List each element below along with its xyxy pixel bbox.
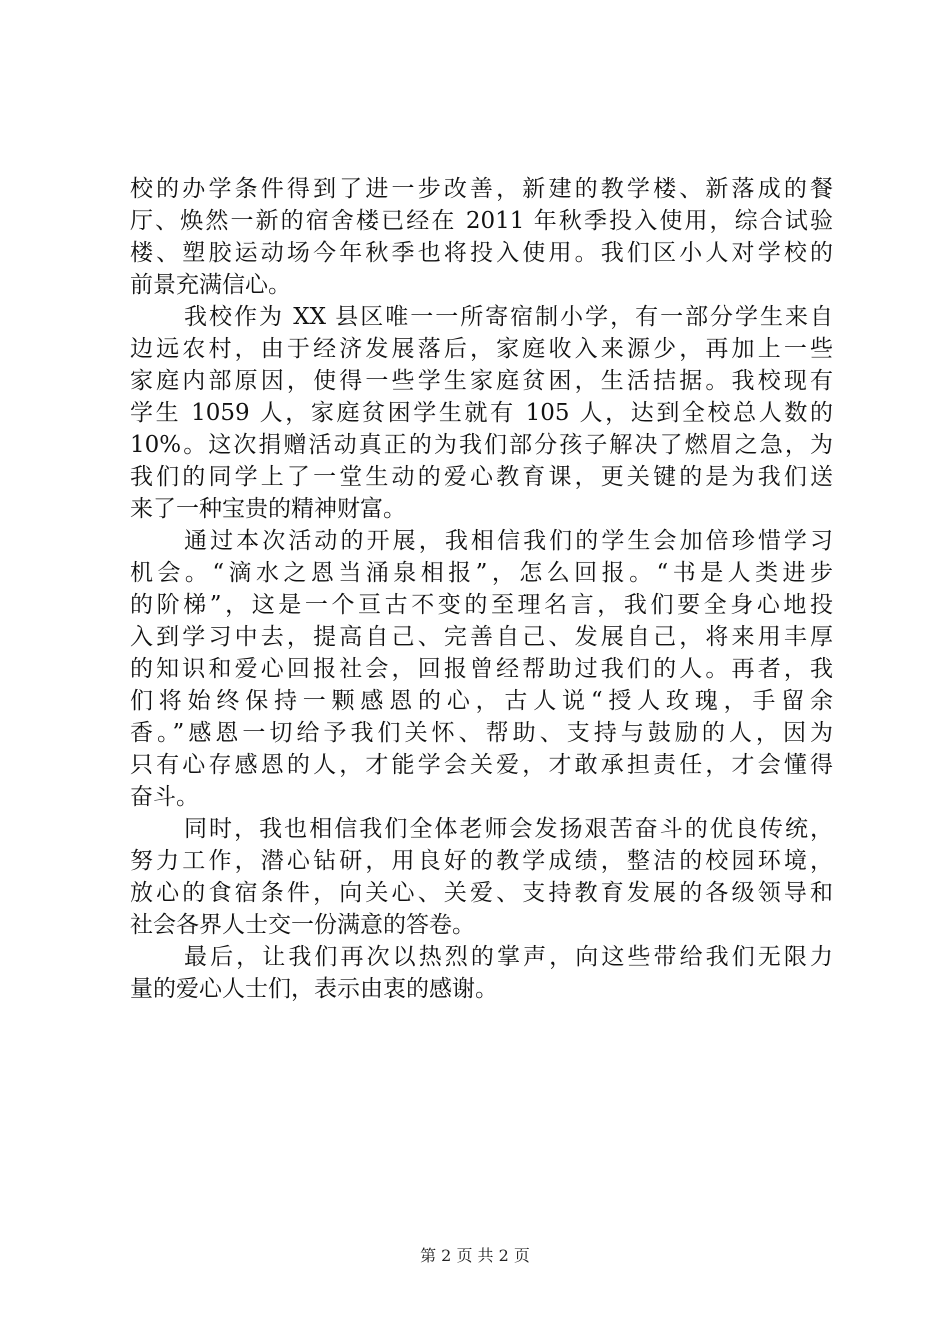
text-line: 香。”感恩一切给予我们关怀、帮助、支持与鼓励的人，因为 xyxy=(130,720,833,746)
text-line: 奋斗。 xyxy=(130,784,199,810)
page-footer: 第 2 页 共 2 页 xyxy=(420,1246,530,1265)
text-line: 10%。这次捐赠活动真正的为我们部分孩子解决了燃眉之急，为 xyxy=(130,432,833,458)
text-line: 最后，让我们再次以热烈的掌声，向这些带给我们无限力 xyxy=(184,944,833,970)
body-text xyxy=(130,173,833,1005)
text-line: 量的爱心人士们，表示由衷的感谢。 xyxy=(130,976,498,1002)
text-line: 家庭内部原因，使得一些学生家庭贫困，生活拮据。我校现有 xyxy=(130,368,833,394)
text-line: 入到学习中去，提高自己、完善自己、发展自己，将来用丰厚 xyxy=(130,624,833,650)
text-line: 的知识和爱心回报社会，回报曾经帮助过我们的人。再者，我 xyxy=(130,656,833,682)
text-line: 社会各界人士交一份满意的答卷。 xyxy=(130,912,475,938)
text-line: 同时，我也相信我们全体老师会发扬艰苦奋斗的优良传统， xyxy=(184,816,833,842)
text-line: 来了一种宝贵的精神财富。 xyxy=(130,496,406,522)
text-line: 厅、焕然一新的宿舍楼已经在 2011 年秋季投入使用，综合试验 xyxy=(130,208,833,234)
text-line: 们将始终保持一颗感恩的心，古人说“授人玫瑰，手留余 xyxy=(130,688,833,714)
text-line: 我校作为 XX 县区唯一一所寄宿制小学，有一部分学生来自 xyxy=(184,304,833,330)
text-line: 我们的同学上了一堂生动的爱心教育课，更关键的是为我们送 xyxy=(130,464,833,490)
text-line: 校的办学条件得到了进一步改善，新建的教学楼、新落成的餐 xyxy=(130,176,833,202)
text-line: 机会。“滴水之恩当涌泉相报”，怎么回报。“书是人类进步 xyxy=(130,560,833,586)
text-line: 只有心存感恩的人，才能学会关爱，才敢承担责任，才会懂得 xyxy=(130,752,833,778)
text-line: 努力工作，潜心钻研，用良好的教学成绩，整洁的校园环境， xyxy=(130,848,833,874)
text-line: 楼、塑胶运动场今年秋季也将投入使用。我们区小人对学校的 xyxy=(130,240,833,266)
text-line: 放心的食宿条件，向关心、关爱、支持教育发展的各级领导和 xyxy=(130,880,833,906)
text-line: 的阶梯”，这是一个亘古不变的至理名言，我们要全身心地投 xyxy=(130,592,833,618)
text-line: 前景充满信心。 xyxy=(130,272,291,298)
text-line: 学生 1059 人，家庭贫困学生就有 105 人，达到全校总人数的 xyxy=(130,400,833,426)
text-line: 通过本次活动的开展，我相信我们的学生会加倍珍惜学习 xyxy=(184,528,833,554)
text-line: 边远农村，由于经济发展落后，家庭收入来源少，再加上一些 xyxy=(130,336,833,362)
